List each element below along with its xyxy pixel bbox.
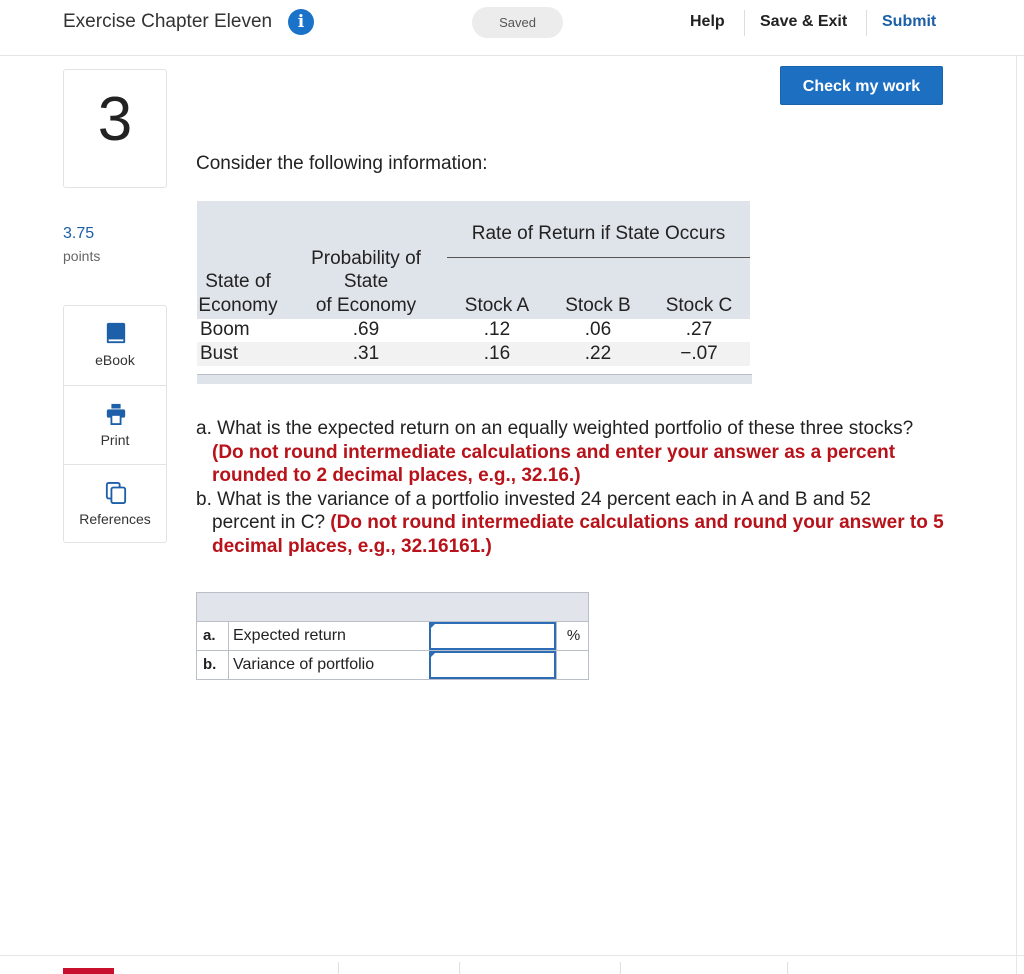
col-header-prob-line1: Probability of	[311, 248, 421, 269]
footer-tick	[620, 962, 621, 974]
question-number: 3	[97, 85, 133, 154]
part-b-text-line1: What is the variance of a portfolio invested 24 percent each in A and B and 52	[217, 489, 871, 510]
col-header-state-line2: Economy	[198, 295, 278, 316]
submit-link[interactable]: Submit	[882, 13, 937, 30]
part-a-question	[196, 418, 913, 440]
row-boom-a: .12	[483, 319, 511, 340]
save-exit-link[interactable]: Save & Exit	[760, 13, 848, 30]
info-icon[interactable]: i	[288, 9, 314, 35]
footer-tick	[338, 962, 339, 974]
footer-tick	[787, 962, 788, 974]
row-boom-c: .27	[685, 319, 713, 340]
part-b-text-line2: percent in C?	[212, 512, 326, 533]
answer-letter: b.	[203, 656, 217, 673]
scrollbar-track[interactable]	[1016, 56, 1024, 974]
points-value: 3.75	[63, 225, 95, 242]
references-label: References	[79, 511, 151, 527]
resource-tools	[63, 305, 167, 543]
check-my-work-button[interactable]: Check my work	[780, 66, 943, 105]
header-divider	[866, 10, 867, 36]
part-a-instruction-line2: rounded to 2 decimal places, e.g., 32.16.)	[212, 465, 581, 486]
part-b-instruction-line2: decimal places, e.g., 32.16161.)	[212, 536, 492, 557]
references-icon	[104, 482, 128, 504]
part-b-instruction-line1: (Do not round intermediate calculations and round your answer to 5	[330, 512, 944, 533]
part-a-instruction-line1: (Do not round intermediate calculations and enter your answer as a percent	[212, 442, 896, 463]
unit-cell	[556, 651, 590, 679]
rate-of-return-header: Rate of Return if State Occurs	[471, 223, 726, 244]
row-bust-prob: .31	[352, 343, 380, 364]
part-b-question	[196, 489, 871, 511]
assignment-title: Exercise Chapter Eleven	[63, 11, 273, 32]
col-header-state-line1: State of	[205, 271, 271, 292]
row-bust-b: .22	[584, 343, 612, 364]
footer-tick	[459, 962, 460, 974]
part-b-marker: b.	[196, 489, 212, 510]
question-prompt: Consider the following information:	[196, 153, 488, 174]
answer-label: Variance of portfolio	[228, 651, 429, 679]
footer-divider	[0, 955, 1024, 956]
saved-status-badge: Saved	[472, 7, 563, 38]
printer-icon	[104, 403, 128, 425]
points-label: points	[63, 248, 101, 264]
row-bust-c: −.07	[680, 343, 718, 364]
header-rule	[447, 257, 750, 258]
footer-brand-mark	[63, 968, 114, 974]
book-icon	[104, 322, 128, 344]
expected-return-input[interactable]	[429, 622, 556, 650]
part-a-marker: a.	[196, 418, 212, 439]
question-number-card	[63, 69, 167, 188]
answer-letter: a.	[203, 627, 216, 644]
top-header	[0, 0, 1024, 56]
info-table-footer	[197, 374, 752, 384]
ebook-button[interactable]	[64, 306, 166, 385]
percent-unit: %	[556, 622, 590, 650]
row-boom-prob: .69	[352, 319, 380, 340]
row-boom-state: Boom	[200, 319, 250, 340]
answer-row-variance	[196, 651, 589, 680]
references-button[interactable]	[64, 464, 166, 543]
col-header-stock-c: Stock C	[665, 295, 733, 316]
print-label: Print	[100, 432, 130, 448]
header-divider	[744, 10, 745, 36]
ebook-label: eBook	[95, 352, 135, 368]
answer-label: Expected return	[228, 622, 429, 650]
input-flag-icon	[429, 622, 437, 630]
col-header-prob-line3: of Economy	[315, 295, 417, 316]
row-bust-a: .16	[483, 343, 511, 364]
col-header-prob-line2: State	[343, 271, 389, 292]
row-bust-state: Bust	[200, 343, 239, 364]
help-link[interactable]: Help	[690, 13, 725, 30]
part-b-line2	[212, 512, 944, 534]
input-flag-icon	[429, 651, 437, 659]
col-header-stock-a: Stock A	[464, 295, 530, 316]
answer-row-expected-return	[196, 622, 589, 651]
row-boom-b: .06	[584, 319, 612, 340]
variance-input[interactable]	[429, 651, 556, 679]
part-a-text: What is the expected return on an equally weighted portfolio of these three stocks?	[217, 418, 914, 439]
print-button[interactable]	[64, 385, 166, 464]
answer-table-header	[196, 592, 589, 622]
col-header-stock-b: Stock B	[565, 295, 631, 316]
